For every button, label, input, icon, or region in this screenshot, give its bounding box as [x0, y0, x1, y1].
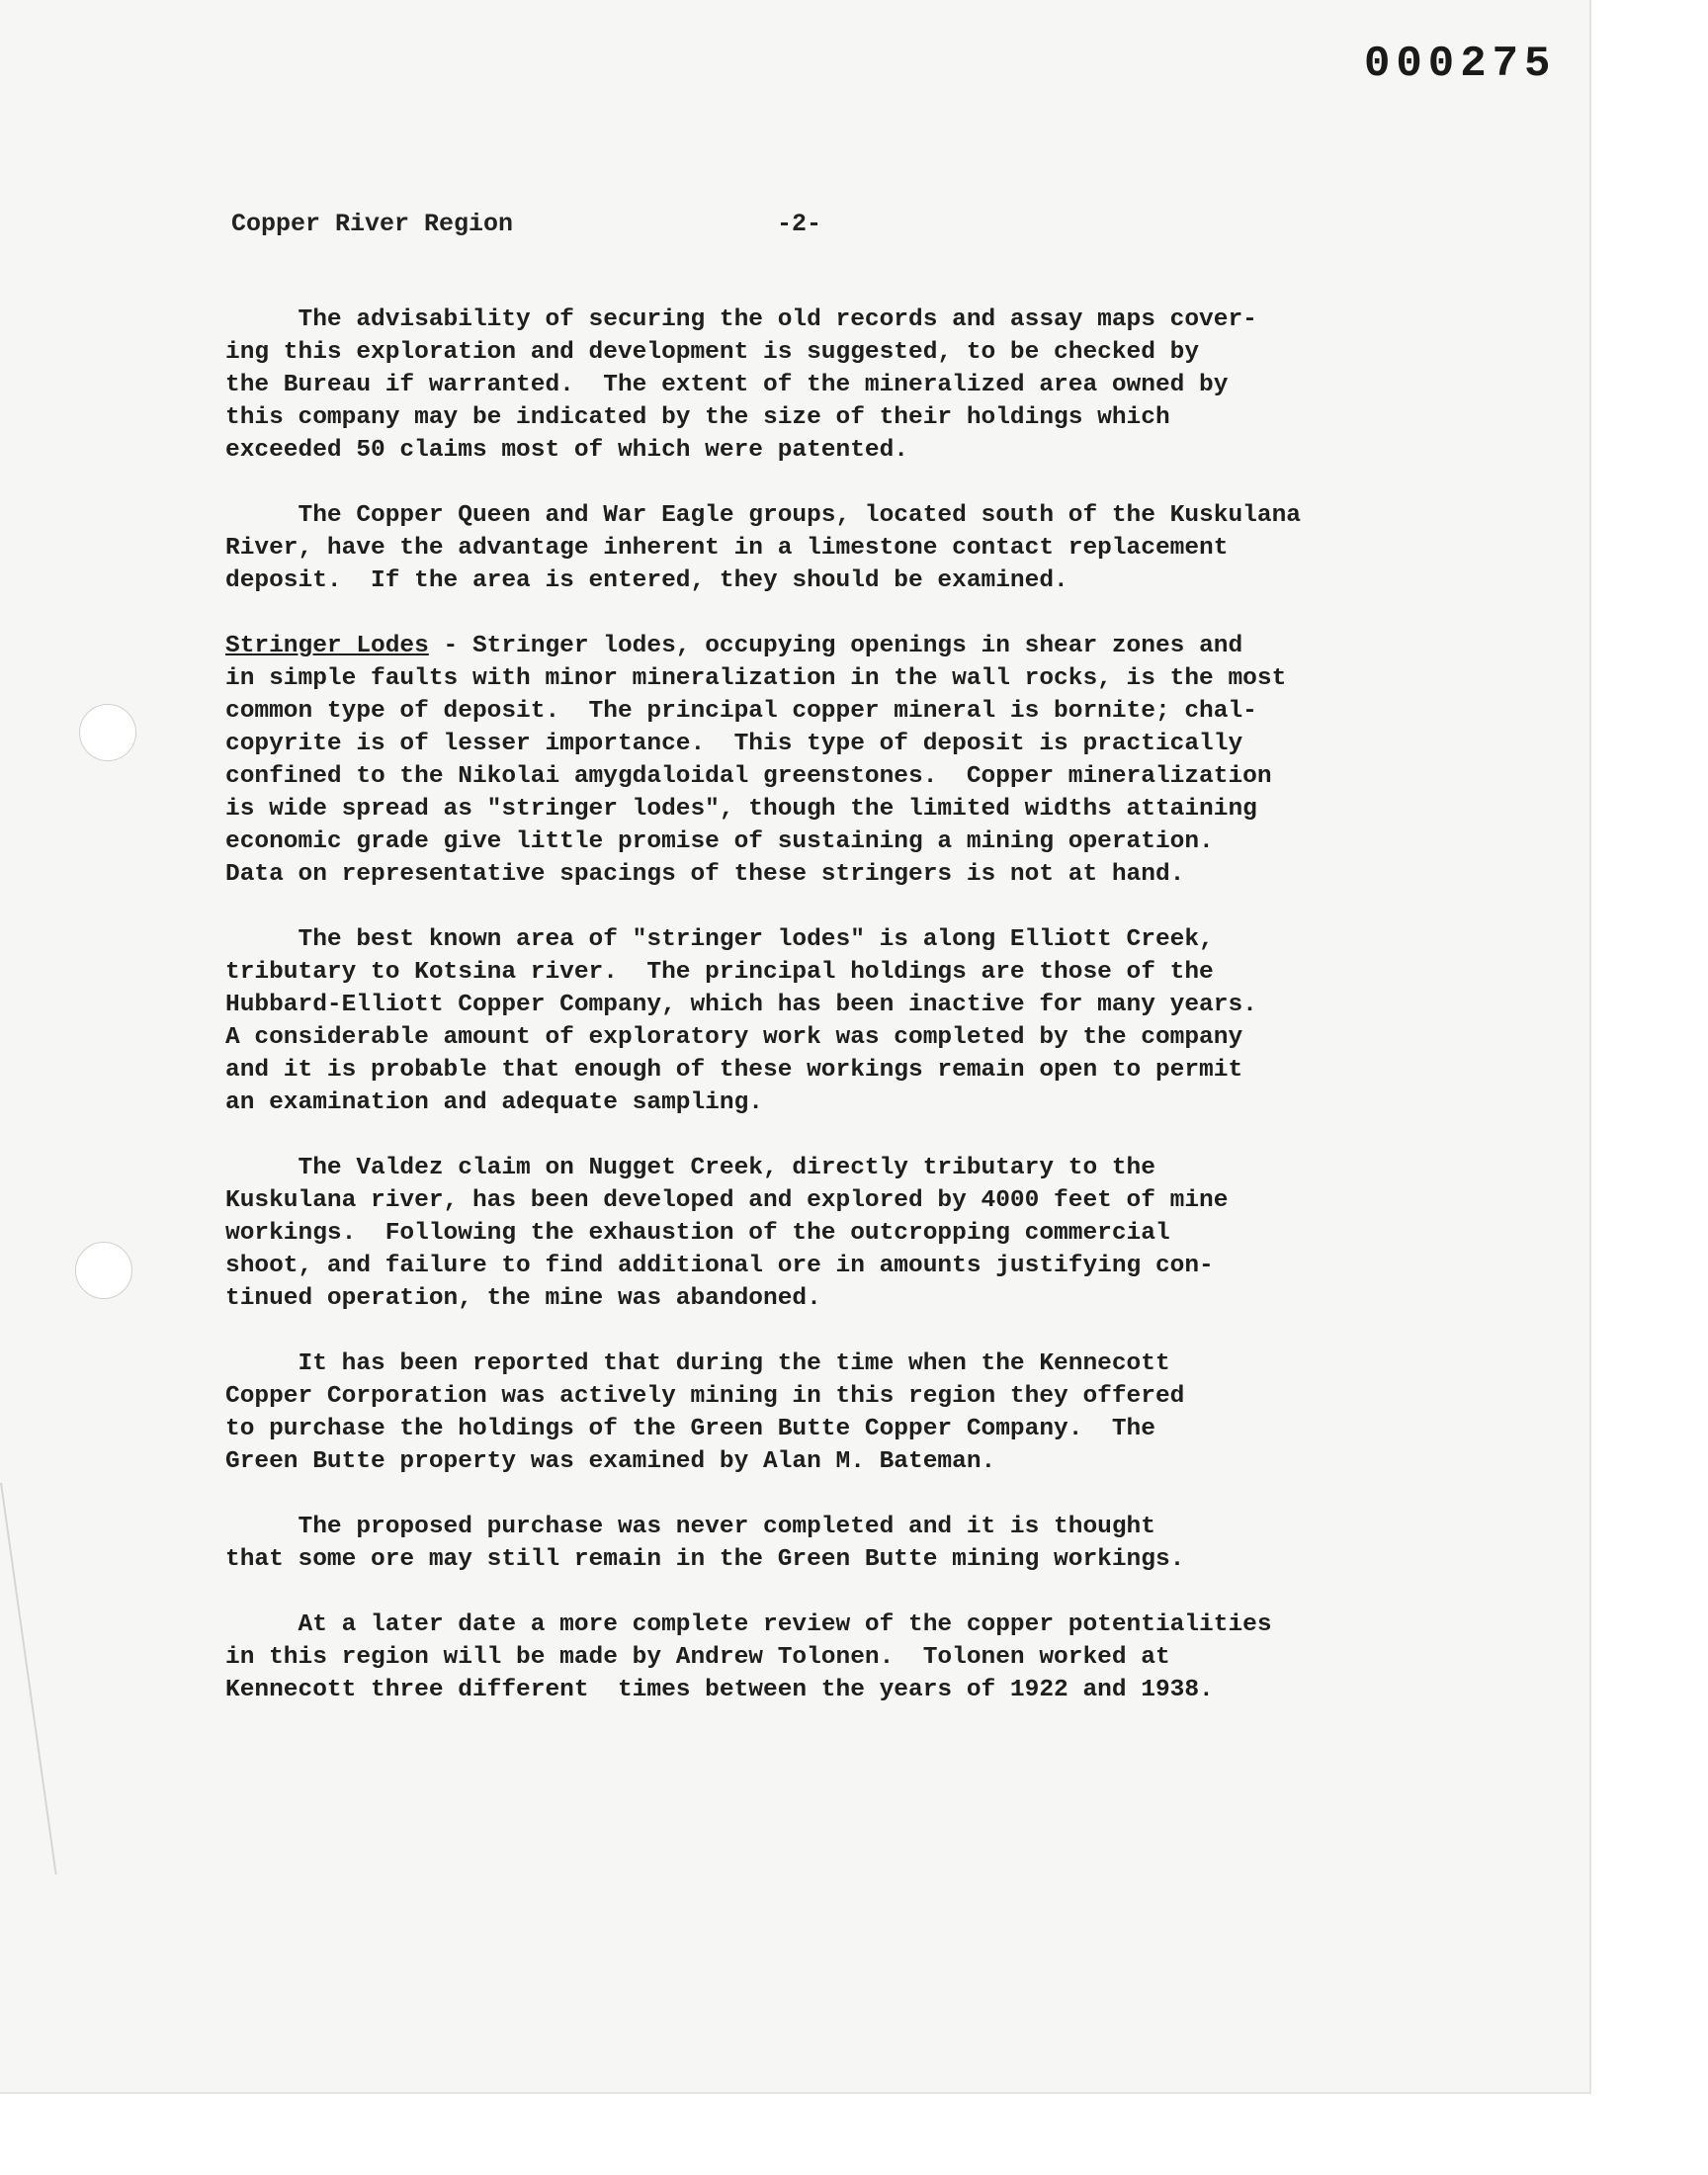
text-line: the Bureau if warranted. The extent of the mineralized area owned by [225, 372, 1229, 398]
scan-margin-bottom [0, 2094, 1708, 2175]
text-line: Kennecott three different times between the years of 1922 and 1938. [225, 1677, 1214, 1703]
text-line: The advisability of securing the old records and assay maps cover- [225, 306, 1257, 333]
text-line: in simple faults with minor mineralization in the wall rocks, is the most [225, 665, 1287, 692]
document-body [225, 304, 1451, 1739]
text-line: that some ore may still remain in the Green Butte mining workings. [225, 1546, 1185, 1573]
text-fragment: - Stringer lodes, occupying openings in shear zones and [428, 633, 1243, 659]
text-line: economic grade give little promise of sustaining a mining operation. [225, 828, 1214, 855]
text-line: an examination and adequate sampling. [225, 1089, 763, 1116]
text-line: Copper Corporation was actively mining in this region they offered [225, 1383, 1185, 1410]
text-line: The best known area of "stringer lodes" is along Elliott Creek, [225, 926, 1214, 953]
text-line: Green Butte property was examined by Alan M. Bateman. [225, 1448, 996, 1475]
text-line: Data on representative spacings of these stringers is not at hand. [225, 861, 1185, 888]
text-line: deposit. If the area is entered, they should be examined. [225, 567, 1068, 594]
text-line: At a later date a more complete review of the copper potentialities [225, 1611, 1272, 1638]
text-line: River, have the advantage inherent in a limestone contact replacement [225, 535, 1229, 562]
text-line: is wide spread as "stringer lodes", though the limited widths attaining [225, 796, 1257, 823]
text-line [225, 630, 1451, 662]
document-number-stamp: 000275 [1364, 40, 1557, 89]
paragraph [225, 1511, 1451, 1576]
text-line: this company may be indicated by the size of their holdings which [225, 404, 1170, 431]
paragraph [225, 1152, 1451, 1315]
paragraph [225, 923, 1451, 1119]
page-number: -2- [777, 210, 822, 238]
text-line: ing this exploration and development is suggested, to be checked by [225, 339, 1200, 366]
punch-hole-icon [75, 1242, 132, 1299]
text-line: workings. Following the exhaustion of the outcropping commercial [225, 1220, 1170, 1247]
text-line: The proposed purchase was never completed and it is thought [225, 1514, 1155, 1540]
text-line: tributary to Kotsina river. The principal holdings are those of the [225, 959, 1214, 986]
text-line: tinued operation, the mine was abandoned. [225, 1285, 821, 1312]
section-heading: Stringer Lodes [225, 633, 429, 659]
text-line: to purchase the holdings of the Green Butte Copper Company. The [225, 1416, 1155, 1442]
text-line: Kuskulana river, has been developed and explored by 4000 feet of mine [225, 1187, 1229, 1214]
text-line: and it is probable that enough of these workings remain open to permit [225, 1057, 1243, 1084]
text-line: It has been reported that during the time when the Kennecott [225, 1350, 1170, 1377]
text-line: exceeded 50 claims most of which were patented. [225, 437, 909, 464]
punch-hole-icon [79, 704, 136, 761]
text-line: Hubbard-Elliott Copper Company, which has been inactive for many years. [225, 992, 1257, 1018]
text-line: confined to the Nikolai amygdaloidal greenstones. Copper mineralization [225, 763, 1272, 790]
text-line: The Copper Queen and War Eagle groups, located south of the Kuskulana [225, 502, 1301, 529]
scan-margin-right [1591, 0, 1708, 2175]
text-line: shoot, and failure to find additional ore in amounts justifying con- [225, 1253, 1214, 1279]
page-header-title: Copper River Region [231, 210, 514, 238]
text-line: The Valdez claim on Nugget Creek, directly tributary to the [225, 1155, 1155, 1181]
paragraph [225, 499, 1451, 597]
paragraph [225, 304, 1451, 467]
text-line: copyrite is of lesser importance. This type of deposit is practically [225, 731, 1243, 757]
text-line: common type of deposit. The principal copper mineral is bornite; chal- [225, 698, 1257, 725]
paragraph [225, 1609, 1451, 1706]
paragraph [225, 630, 1451, 891]
paragraph [225, 1348, 1451, 1478]
text-line: in this region will be made by Andrew Tolonen. Tolonen worked at [225, 1644, 1170, 1671]
text-line: A considerable amount of exploratory work was completed by the company [225, 1024, 1243, 1051]
